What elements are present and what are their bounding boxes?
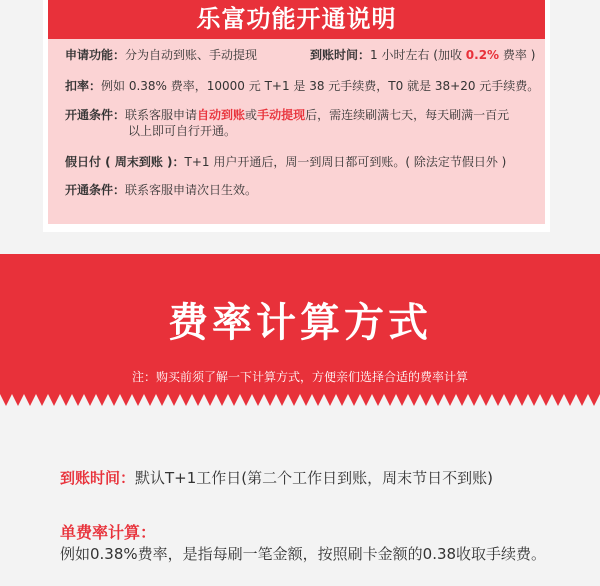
rate-calc-banner: [0, 254, 600, 394]
apply-function-text: 分为自动到账、手动提现: [125, 48, 258, 62]
deduction-rate-text: 例如 0.38% 费率，10000 元 T+1 是 38 元手续费，T0 就是 38+20 元手续费。: [101, 79, 540, 93]
banner-note: 注：购买前须了解一下计算方式，方便亲们选择合适的费率计算: [131, 370, 468, 384]
arrival-time-rate: 0.2%: [465, 48, 500, 62]
open-condition-row: [65, 107, 509, 139]
holiday-pay-row: [65, 153, 506, 170]
holiday-condition-row: [65, 181, 257, 198]
arrival-time-section-text: 默认T+1工作日(第二个工作日到账，周末节日不到账): [135, 469, 493, 487]
arrival-time-text-a: 1 小时左右 (加收: [370, 48, 466, 62]
apply-function-row: [65, 46, 536, 63]
open-condition-label: 开通条件：: [65, 108, 126, 122]
manual-withdraw-highlight: 手动提现: [257, 108, 306, 122]
single-rate-text: 例如0.38%费率，是指每刷一笔金额，按照刷卡金额的0.38收取手续费。: [60, 545, 547, 563]
banner-title: 费率计算方式: [168, 300, 432, 346]
deduction-rate-row: [65, 77, 539, 94]
deduction-rate-label: 扣率：: [65, 79, 102, 93]
single-rate-label: 单费率计算：: [60, 523, 157, 542]
holiday-pay-text: T+1 用户开通后，周一到周日都可到账。( 除法定节假日外 ): [184, 155, 507, 169]
info-card-title: 乐富功能开通说明: [48, 0, 545, 39]
open-condition-text-b: 或: [245, 108, 258, 122]
holiday-pay-label: 假日付 ( 周末到账 )：: [65, 155, 185, 169]
arrival-time-text-b: 费率 ): [499, 48, 536, 62]
info-card-body: [48, 0, 545, 224]
arrival-time-section: [60, 467, 493, 489]
arrival-time-col: [310, 46, 535, 63]
open-condition-text-a: 联系客服申请: [125, 108, 198, 122]
auto-arrival-highlight: 自动到账: [197, 108, 246, 122]
arrival-time-section-label: 到账时间：: [60, 469, 136, 487]
open-condition-text-c: 后，需连续刷满七天，每天刷满一百元: [305, 108, 510, 122]
open-condition-text-d: 以上即可自行开通。: [128, 124, 237, 138]
holiday-condition-text: 联系客服申请次日生效。: [125, 183, 258, 197]
arrival-time-label: 到账时间：: [310, 48, 371, 62]
apply-function-label: 申请功能：: [65, 48, 126, 62]
banner-zigzag-edge: [0, 394, 600, 408]
info-card: [43, 0, 550, 232]
holiday-condition-label: 开通条件：: [65, 183, 126, 197]
